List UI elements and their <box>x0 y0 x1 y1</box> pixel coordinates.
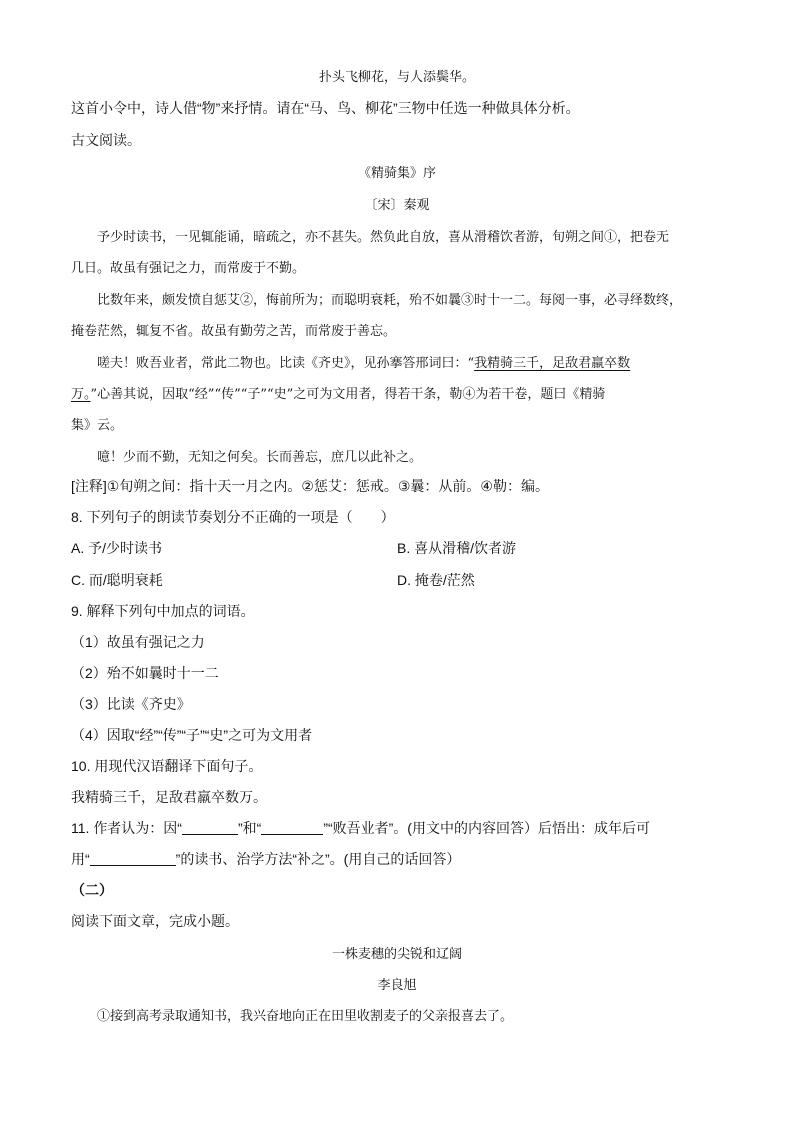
passage-quote-underlined: 我精骑三千，足敌君羸卒数 <box>474 356 631 371</box>
q11-text-5: ”的读书、治学方法“补之”。(用自己的话回答） <box>175 851 461 867</box>
passage-p4: 噫！少而不勤，无知之何矣。长而善忘，庶几以此补之。 <box>97 450 423 465</box>
q11-blank-1[interactable] <box>182 820 238 835</box>
q11-line2 <box>71 849 460 869</box>
passage-title: 《精骑集》序 <box>357 166 436 181</box>
classical-reading-heading: 古文阅读。 <box>71 132 141 148</box>
q9-item-4: （4）因取“经”“传”“子”“史”之可为文用者 <box>71 727 313 743</box>
passage-p3-text: 嗟夫！败吾业者，常此二物也。比读《齐史》，见孙搴答邢词曰：“ <box>97 356 475 371</box>
q11-text-2: ”和“ <box>237 820 262 836</box>
article-author: 李良旭 <box>377 978 417 993</box>
section-2-heading: （二） <box>71 882 113 898</box>
passage-author: 〔宋〕秦观 <box>364 198 430 213</box>
q8-stem: 8. 下列句子的朗读节奏划分不正确的一项是（ ） <box>71 509 395 525</box>
passage-quote-underlined-end: 万。 <box>71 387 91 402</box>
q11-text-3: ”“败吾业者”。(用文中的内容回答）后悟出：成年后可 <box>323 820 650 836</box>
q9-item-3: （3）比读《齐史》 <box>71 696 191 712</box>
article-p1: ①接到高考录取通知书，我兴奋地向正在田里收割麦子的父亲报喜去了。 <box>97 1009 514 1024</box>
q10-stem: 10. 用现代汉语翻译下面句子。 <box>71 758 263 774</box>
q8-option-b: B. 喜从滑稽/饮者游 <box>397 540 517 556</box>
passage-p3-line1 <box>97 352 630 371</box>
q8-option-d: D. 掩卷/茫然 <box>397 572 475 588</box>
passage-p2-line1: 比数年来，颇发愤自惩艾②，悔前所为；而聪明衰耗，殆不如曩③时十一二。每阅一事，必寻绎数终， <box>97 293 683 308</box>
q9-stem: 9. 解释下列句中加点的词语。 <box>71 603 255 619</box>
poem-question: 这首小令中，诗人借“物”来抒情。请在“马、鸟、柳花”三物中任选一种做具体分析。 <box>71 100 580 116</box>
poem-last-line: 扑头飞柳花，与人添鬓华。 <box>318 70 475 85</box>
article-title: 一株麦穗的尖锐和辽阔 <box>331 947 462 962</box>
passage-p3-line2 <box>71 383 605 402</box>
q9-item-2: （2）殆不如曩时十一二 <box>71 665 219 681</box>
passage-p2-line2: 掩卷茫然，辄复不省。故虽有勤劳之苦，而常废于善忘。 <box>71 324 397 339</box>
section-2-intro: 阅读下面文章，完成小题。 <box>71 913 239 929</box>
q8-option-a: A. 予/少时读书 <box>71 540 163 556</box>
q9-item-1: （1）故虽有强记之力 <box>71 634 205 650</box>
q8-option-c: C. 而/聪明衰耗 <box>71 572 163 588</box>
passage-p3-line3: 集》云。 <box>71 418 124 433</box>
q11-blank-3[interactable] <box>90 851 176 866</box>
q11-line1 <box>71 818 650 838</box>
notes: [注释]①旬朔之间：指十天一月之内。②惩艾：惩戒。③曩：从前。④勒：编。 <box>71 478 549 494</box>
q11-text-4: 用“ <box>71 851 90 867</box>
passage-p1-line2: 几日。故虽有强记之力，而常废于不勤。 <box>71 261 306 276</box>
q10-sentence: 我精骑三千，足敌君羸卒数万。 <box>71 789 267 805</box>
q11-blank-2[interactable] <box>261 820 323 835</box>
passage-p1-line1: 予少时读书，一见辄能诵，暗疏之，亦不甚失。然负此自放，喜从滑稽饮者游，旬朔之间①，把卷无 <box>97 230 670 245</box>
q11-text-1: 11. 作者认为：因“ <box>71 820 182 836</box>
passage-p3-text-cont: ”心善其说，因取“经”“传”“子”“史”之可为文用者，得若干条，勒④为若干卷，题曰《精骑 <box>90 387 606 402</box>
